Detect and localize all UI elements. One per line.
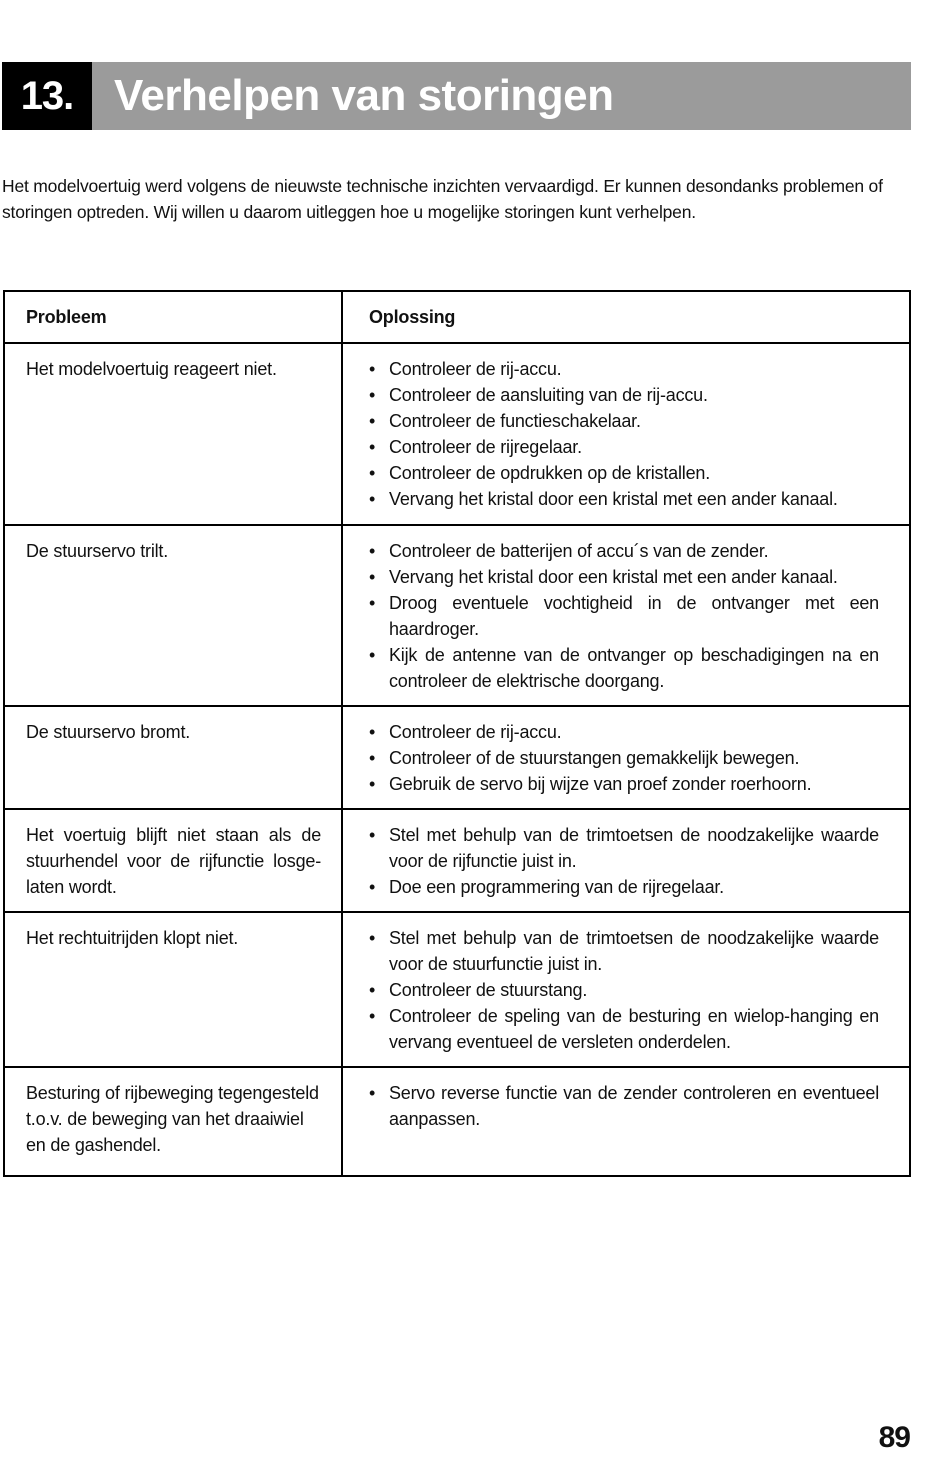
chapter-number: 13.: [2, 62, 92, 130]
solution-cell: [342, 809, 910, 912]
table-row: [4, 912, 910, 1067]
table-row: [4, 343, 910, 525]
solution-item: • Controleer de opdrukken op de kristallen.: [369, 460, 879, 486]
solution-cell: [342, 1067, 910, 1176]
solution-cell: [342, 525, 910, 706]
solution-item: • Controleer de rij-accu.: [369, 719, 879, 745]
solution-item: • Servo reverse functie van de zender controleren en eventueel aanpassen.: [369, 1080, 879, 1132]
problem-cell: De stuurservo bromt.: [4, 706, 342, 809]
header-solution: Oplossing: [342, 291, 910, 343]
table-row: [4, 1067, 910, 1176]
intro-line: storingen optreden. Wij willen u daarom uitleggen hoe u mogelijke storingen kunt verhelpen.: [2, 202, 696, 222]
problem-cell: Het voertuig blijft niet staan als de stuurhendel voor de rijfunctie losge-laten wordt.: [4, 809, 342, 912]
solution-cell: [342, 343, 910, 525]
problem-cell: De stuurservo trilt.: [4, 525, 342, 706]
header-problem: Probleem: [4, 291, 342, 343]
table-row: [4, 706, 910, 809]
solution-item: • Vervang het kristal door een kristal met een ander kanaal.: [369, 486, 879, 512]
solution-item: • Controleer de stuurstang.: [369, 977, 879, 1003]
solution-item: • Controleer of de stuurstangen gemakkelijk bewegen.: [369, 745, 879, 771]
chapter-header: [2, 62, 911, 130]
problem-cell: Het rechtuitrijden klopt niet.: [4, 912, 342, 1067]
solution-item: • Stel met behulp van de trimtoetsen de noodzakelijke waarde voor de stuurfunctie juist in.: [369, 925, 879, 977]
table-header-row: [4, 291, 910, 343]
chapter-title: Verhelpen van storingen: [114, 71, 614, 120]
solution-cell: [342, 912, 910, 1067]
solution-item: • Controleer de rijregelaar.: [369, 434, 879, 460]
solution-item: • Controleer de aansluiting van de rij-accu.: [369, 382, 879, 408]
page-number: 89: [878, 1421, 910, 1454]
solution-item: • Kijk de antenne van de ontvanger op beschadigingen na en controleer de elektrische doorgang.: [369, 642, 879, 694]
solution-item: • Doe een programmering van de rijregelaar.: [369, 874, 879, 900]
solution-item: • Gebruik de servo bij wijze van proef zonder roerhoorn.: [369, 771, 879, 797]
solution-item: • Droog eventuele vochtigheid in de ontvanger met een haardroger.: [369, 590, 879, 642]
solution-item: • Controleer de speling van de besturing en wielop-hanging en vervang eventueel de versleten onderdelen.: [369, 1003, 879, 1055]
problem-cell: Het modelvoertuig reageert niet.: [4, 343, 342, 525]
intro-paragraph: [2, 173, 914, 225]
solution-item: • Controleer de functieschakelaar.: [369, 408, 879, 434]
solution-item: • Vervang het kristal door een kristal met een ander kanaal.: [369, 564, 879, 590]
solution-item: • Stel met behulp van de trimtoetsen de noodzakelijke waarde voor de rijfunctie juist in.: [369, 822, 879, 874]
solution-item: • Controleer de rij-accu.: [369, 356, 879, 382]
problem-cell: Besturing of rijbeweging tegengesteld t.o.v. de beweging van het draaiwiel en de gashendel.: [4, 1067, 342, 1176]
solution-cell: [342, 706, 910, 809]
intro-line: Het modelvoertuig werd volgens de nieuwste technische inzichten vervaardigd. Er kunnen desondanks problemen of: [2, 176, 883, 196]
solution-item: • Controleer de batterijen of accu´s van de zender.: [369, 538, 879, 564]
troubleshooting-table: [3, 290, 911, 1177]
table-row: [4, 809, 910, 912]
table-row: [4, 525, 910, 706]
